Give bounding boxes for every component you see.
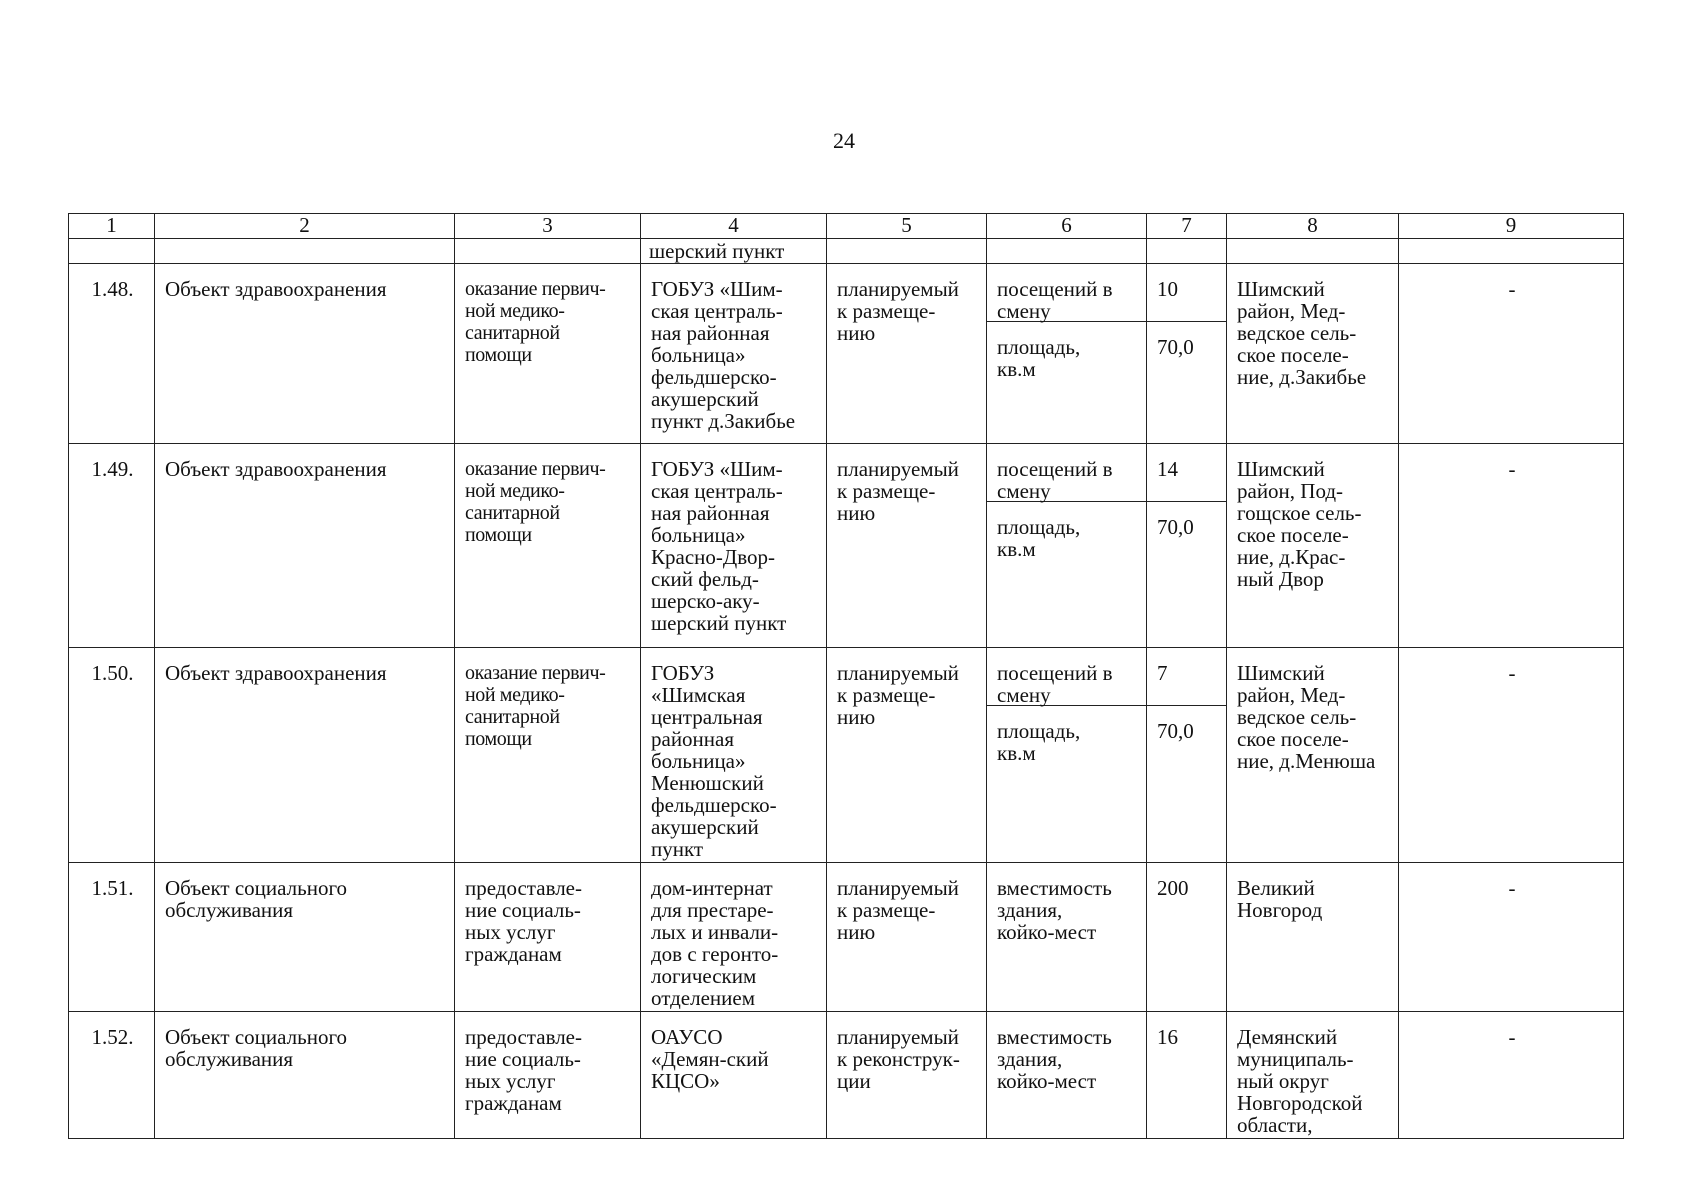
- object-name: Объект социального обслуживания: [165, 876, 348, 922]
- object-location: Шимский район, Под- гощское сель- ское поселе- ние, д.Крас- ный Двор: [1237, 457, 1362, 591]
- object-location: Демянский муниципаль- ный округ Новгородской области,: [1237, 1025, 1363, 1137]
- page-number: 24: [833, 128, 855, 153]
- zone-value: -: [1508, 661, 1516, 685]
- object-title: дом-интернат для престаре- лых и инвали- дов с геронто- логическим отделением: [651, 876, 779, 1010]
- parameter-value: 16: [1157, 1025, 1178, 1049]
- object-title: ГОБУЗ «Шим- ская централь- ная районная больница» Красно-Двор- ский фельд- шерско-аку- шерский пункт: [651, 457, 787, 635]
- parameter-name: вместимость здания, койко-мест: [997, 1025, 1112, 1093]
- object-purpose: предоставле- ние социаль- ных услуг гражданам: [465, 1025, 582, 1115]
- objects-table: [68, 213, 1624, 1139]
- table-row: [69, 264, 1624, 444]
- parameter-value: 7: [1147, 648, 1226, 706]
- row-number: 1.51.: [91, 876, 134, 900]
- row-number: 1.50.: [91, 661, 134, 685]
- parameter-name: площадь, кв.м: [997, 719, 1081, 765]
- row-number: 1.48.: [91, 277, 134, 301]
- object-name: Объект здравоохранения: [165, 457, 387, 481]
- parameter-value: 10: [1147, 264, 1226, 322]
- object-status: планируемый к размеще- нию: [837, 661, 959, 729]
- zone-value: -: [1508, 457, 1516, 481]
- object-name: Объект здравоохранения: [165, 277, 387, 301]
- object-status: планируемый к реконструк- ции: [837, 1025, 960, 1093]
- column-number: 6: [987, 214, 1147, 239]
- object-status: планируемый к размеще- нию: [837, 876, 959, 944]
- object-status: планируемый к размеще- нию: [837, 277, 959, 345]
- continuation-text: шерский пункт: [649, 239, 785, 263]
- column-number: 3: [455, 214, 641, 239]
- zone-value: -: [1508, 1025, 1516, 1049]
- parameter-name: площадь, кв.м: [997, 515, 1081, 561]
- object-name: Объект социального обслуживания: [165, 1025, 348, 1071]
- parameter-name: посещений в смену: [987, 444, 1146, 502]
- parameter-value: 70,0: [1157, 335, 1194, 359]
- object-purpose: оказание первич- ной медико- санитарной помощи: [465, 278, 606, 366]
- table-row: [69, 863, 1624, 1012]
- parameter-value: 200: [1157, 876, 1189, 900]
- parameter-name: площадь, кв.м: [997, 335, 1081, 381]
- row-number: 1.52.: [91, 1025, 134, 1049]
- object-purpose: оказание первич- ной медико- санитарной помощи: [465, 458, 606, 546]
- continuation-row: [69, 239, 1624, 264]
- zone-value: -: [1508, 277, 1516, 301]
- object-title: ГОБУЗ «Шим- ская централь- ная районная больница» фельдшерско- акушерский пункт д.Закибье: [651, 277, 796, 433]
- column-number: 2: [155, 214, 455, 239]
- table-row: [69, 444, 1624, 648]
- object-purpose: оказание первич- ной медико- санитарной помощи: [465, 662, 606, 750]
- object-name: Объект здравоохранения: [165, 661, 387, 685]
- object-location: Шимский район, Мед- ведское сель- ское поселе- ние, д.Менюша: [1237, 661, 1376, 773]
- table-row: [69, 648, 1624, 863]
- parameter-value: 70,0: [1157, 719, 1194, 743]
- object-location: Шимский район, Мед- ведское сель- ское поселе- ние, д.Закибье: [1237, 277, 1367, 389]
- object-purpose: предоставле- ние социаль- ных услуг гражданам: [465, 876, 582, 966]
- column-number: 9: [1399, 214, 1624, 239]
- row-number: 1.49.: [91, 457, 134, 481]
- object-status: планируемый к размеще- нию: [837, 457, 959, 525]
- parameter-name: вместимость здания, койко-мест: [997, 876, 1112, 944]
- object-title: ОАУСО «Демян-ский КЦСО»: [651, 1025, 769, 1093]
- column-number: 5: [827, 214, 987, 239]
- parameter-name: посещений в смену: [987, 648, 1146, 706]
- parameter-value: 14: [1147, 444, 1226, 502]
- column-number-row: [69, 214, 1624, 239]
- column-number: 8: [1227, 214, 1399, 239]
- parameter-name: посещений в смену: [987, 264, 1146, 322]
- parameter-value: 70,0: [1157, 515, 1194, 539]
- zone-value: -: [1508, 876, 1516, 900]
- object-title: ГОБУЗ «Шимская центральная районная больница» Менюшский фельдшерско- акушерский пункт: [651, 661, 777, 861]
- object-location: Великий Новгород: [1237, 876, 1323, 922]
- column-number: 7: [1147, 214, 1227, 239]
- column-number: 4: [641, 214, 827, 239]
- table-row: [69, 1012, 1624, 1139]
- column-number: 1: [69, 214, 155, 239]
